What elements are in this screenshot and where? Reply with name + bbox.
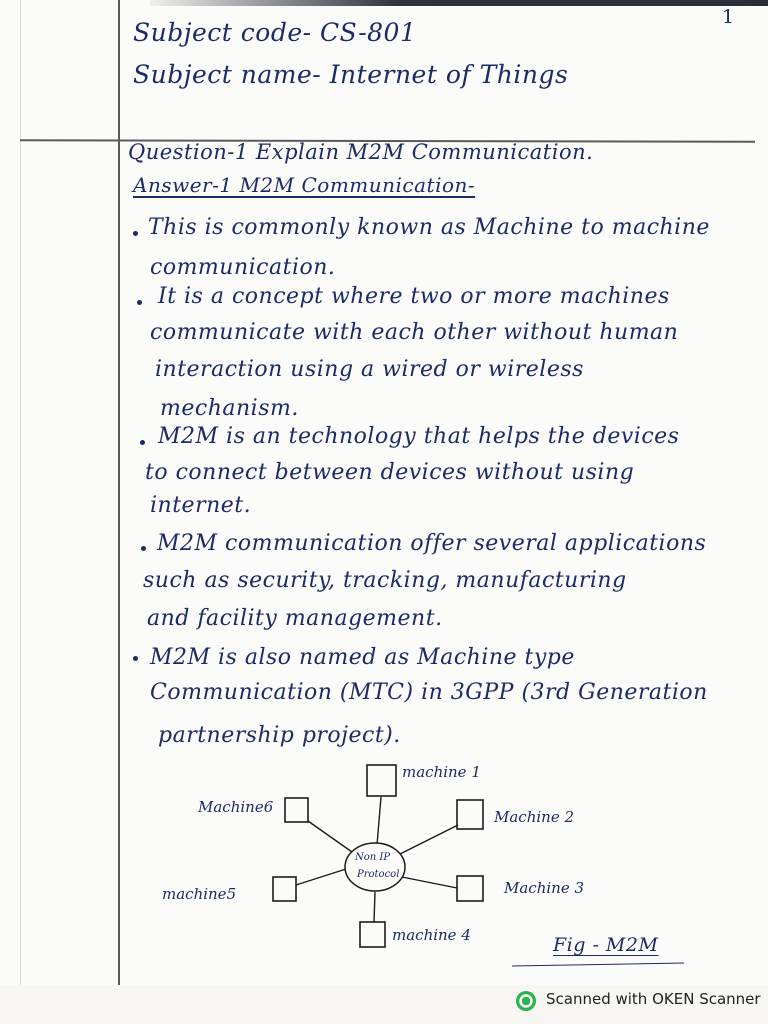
body-line: interaction using a wired or wireless <box>155 357 584 382</box>
spoke-machine-1 <box>377 797 381 845</box>
body-line: It is a concept where two or more machines <box>158 284 670 309</box>
machine-4-box <box>360 922 385 947</box>
body-line: such as security, tracking, manufacturing <box>143 568 627 593</box>
spoke-machine-3 <box>402 877 457 888</box>
machine-1-box <box>367 765 396 796</box>
question-heading: Question-1 Explain M2M Communication. <box>128 140 594 164</box>
body-line: and facility management. <box>147 606 443 631</box>
machine-3-label: Machine 3 <box>504 879 585 897</box>
body-line: M2M is an technology that helps the devices <box>158 424 680 449</box>
subject-name: Subject name- Internet of Things <box>133 60 569 89</box>
machine-6-box <box>285 798 308 822</box>
body-line: Communication (MTC) in 3GPP (3rd Generation <box>150 680 708 705</box>
machine-2-box <box>457 800 483 829</box>
protocol-hub <box>345 843 405 891</box>
hub-label-2: Protocol <box>357 869 400 880</box>
body-line: internet. <box>150 493 252 518</box>
page-number: 1 <box>722 6 735 28</box>
answer-heading: Answer-1 M2M Communication- <box>133 173 476 197</box>
hub-label-1: Non IP <box>355 852 391 863</box>
body-line: communicate with each other without human <box>150 320 679 345</box>
machine-5-label: machine5 <box>162 885 237 903</box>
body-line: This is commonly known as Machine to machine <box>148 215 710 240</box>
figure-caption: Fig - M2M <box>553 934 659 956</box>
spoke-machine-2 <box>400 825 458 854</box>
body-line: communication. <box>150 255 336 280</box>
body-line: mechanism. <box>160 396 299 421</box>
machine-3-box <box>457 876 483 901</box>
machine-1-label: machine 1 <box>402 763 481 781</box>
machine-5-box <box>273 877 296 901</box>
body-line: M2M is also named as Machine type <box>150 645 575 670</box>
scanner-watermark-text: Scanned with OKEN Scanner <box>546 990 761 1008</box>
body-line: partnership project). <box>158 723 401 748</box>
body-line: M2M communication offer several applications <box>157 531 707 556</box>
machine-4-label: machine 4 <box>392 926 471 944</box>
spoke-machine-4 <box>374 892 375 922</box>
machine-6-label: Machine6 <box>198 798 274 816</box>
body-line: to connect between devices without using <box>145 460 635 485</box>
oken-scanner-logo-icon <box>515 990 537 1012</box>
subject-code: Subject code- CS-801 <box>133 18 417 47</box>
spoke-machine-6 <box>308 821 352 852</box>
machine-2-label: Machine 2 <box>494 808 575 826</box>
spoke-machine-5 <box>296 869 346 885</box>
